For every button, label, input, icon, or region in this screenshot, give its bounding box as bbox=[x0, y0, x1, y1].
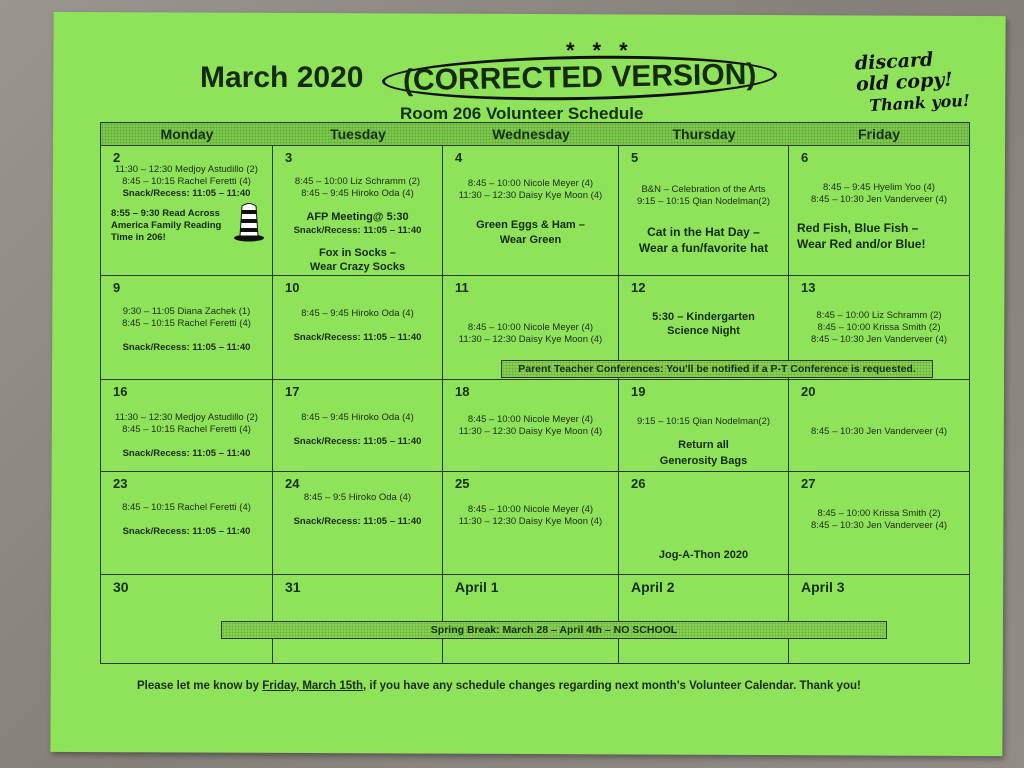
volunteer-line: 8:45 – 10:00 Krissa Smith (2) bbox=[817, 322, 941, 333]
schedule-subtitle: Room 206 Volunteer Schedule bbox=[400, 104, 644, 123]
day-number: 26 bbox=[631, 476, 646, 491]
day-cell-6 bbox=[789, 146, 969, 276]
day-number: 30 bbox=[113, 579, 129, 595]
footer-post: , if you have any schedule changes regarding next month's Volunteer Calendar. Thank you! bbox=[363, 680, 861, 692]
event-science-night: Science Night bbox=[667, 325, 740, 337]
volunteer-line: 8:45 – 10:15 Rachel Feretti (4) bbox=[122, 176, 251, 187]
event-line: B&N – Celebration of the Arts bbox=[641, 184, 766, 195]
volunteer-line: 8:45 – 9:45 Hiroko Oda (4) bbox=[301, 308, 414, 319]
day-cell-31 bbox=[273, 575, 443, 663]
day-cell-26 bbox=[619, 472, 789, 575]
day-cell-2 bbox=[101, 146, 273, 276]
day-number: 17 bbox=[285, 384, 300, 399]
corrected-version-label: (CORRECTED VERSION) bbox=[381, 53, 777, 104]
parent-teacher-banner: Parent Teacher Conferences: You'll be notified if a P-T Conference is requested. bbox=[501, 360, 933, 378]
header-friday: Friday bbox=[789, 123, 969, 146]
handwritten-note bbox=[854, 46, 997, 116]
day-cell-20 bbox=[789, 380, 969, 472]
snack-recess: Snack/Recess: 11:05 – 11:40 bbox=[293, 332, 422, 343]
footer-date: Friday, March 15th bbox=[262, 680, 364, 692]
volunteer-line: 11:30 – 12:30 Medjoy Astudillo (2) bbox=[115, 412, 258, 423]
day-cell-april-3 bbox=[789, 575, 969, 663]
day-number: 25 bbox=[455, 476, 470, 491]
volunteer-line: 11:30 – 12:30 Medjoy Astudillo (2) bbox=[115, 164, 258, 175]
header-thursday: Thursday bbox=[619, 123, 790, 146]
handnote-line1: discard bbox=[854, 48, 934, 75]
day-cell-30 bbox=[101, 575, 273, 663]
title-month: March 2020 bbox=[200, 61, 364, 94]
snack-recess: Snack/Recess: 11:05 – 11:40 bbox=[122, 526, 251, 537]
spring-break-banner: Spring Break: March 28 – April 4th – NO SCHOOL bbox=[221, 621, 887, 639]
day-cell-5 bbox=[619, 146, 789, 276]
day-cell-16 bbox=[101, 380, 273, 472]
event-kindergarten-science: 5:30 – Kindergarten bbox=[652, 311, 755, 323]
volunteer-line: 8:45 – 9:45 Hiroko Oda (4) bbox=[301, 188, 414, 199]
day-cell-9 bbox=[101, 276, 273, 380]
event-jog-a-thon: Jog-A-Thon 2020 bbox=[658, 549, 749, 561]
calendar-grid bbox=[100, 122, 970, 664]
day-cell-april-2 bbox=[619, 575, 789, 663]
read-across-america: 8:55 – 9:30 Read Across America Family Reading Time in 206! bbox=[111, 208, 222, 243]
event-red-fish-detail: Wear Red and/or Blue! bbox=[797, 237, 926, 251]
day-number: 10 bbox=[285, 280, 300, 295]
page-title bbox=[200, 56, 777, 100]
day-cell-23 bbox=[101, 472, 273, 575]
day-number: April 3 bbox=[801, 579, 845, 595]
volunteer-line: 8:45 – 10:15 Rachel Feretti (4) bbox=[122, 318, 251, 329]
snack-recess: Snack/Recess: 11:05 – 11:40 bbox=[293, 436, 422, 447]
day-number: 20 bbox=[801, 384, 816, 399]
day-number: 3 bbox=[285, 150, 293, 165]
day-number: 31 bbox=[285, 579, 301, 595]
handnote-line3: Thank you! bbox=[868, 90, 971, 115]
volunteer-line: 8:45 – 10:30 Jen Vanderveer (4) bbox=[810, 426, 948, 437]
event-return-bags: Return all bbox=[678, 439, 729, 451]
volunteer-line: 8:45 – 10:15 Rachel Feretti (4) bbox=[122, 424, 251, 435]
volunteer-line: 8:45 – 10:00 Liz Schramm (2) bbox=[816, 310, 942, 321]
volunteer-line: 11:30 – 12:30 Daisy Kye Moon (4) bbox=[458, 334, 603, 345]
event-generosity-bags: Generosity Bags bbox=[659, 455, 748, 467]
volunteer-line: 9:15 – 10:15 Qian Nodelman(2) bbox=[636, 196, 771, 207]
day-cell-24 bbox=[273, 472, 443, 575]
day-number: 27 bbox=[801, 476, 816, 491]
event-red-fish: Red Fish, Blue Fish – bbox=[797, 221, 919, 235]
day-number: 23 bbox=[113, 476, 128, 491]
snack-recess: Snack/Recess: 11:05 – 11:40 bbox=[122, 448, 251, 459]
volunteer-line: 8:45 – 9:45 Hyelim Yoo (4) bbox=[823, 182, 935, 193]
footer-pre: Please let me know by bbox=[137, 680, 263, 692]
volunteer-line: 8:45 – 9:5 Hiroko Oda (4) bbox=[303, 492, 412, 503]
event-green-eggs-detail: Wear Green bbox=[499, 234, 562, 246]
volunteer-line: 11:30 – 12:30 Daisy Kye Moon (4) bbox=[458, 426, 603, 437]
volunteer-line: 8:45 – 10:00 Liz Schramm (2) bbox=[294, 176, 421, 187]
day-cell-april-1 bbox=[443, 575, 619, 663]
day-number: 4 bbox=[455, 150, 463, 165]
day-number: 6 bbox=[801, 150, 809, 165]
volunteer-line: 8:45 – 10:00 Nicole Meyer (4) bbox=[467, 504, 594, 515]
day-cell-25 bbox=[443, 472, 619, 575]
volunteer-line: 8:45 – 10:30 Jen Vanderveer (4) bbox=[810, 334, 948, 345]
volunteer-line: 8:45 – 9:45 Hiroko Oda (4) bbox=[301, 412, 414, 423]
volunteer-line: 8:45 – 10:30 Jen Vanderveer (4) bbox=[810, 194, 948, 205]
event-fox-in-socks-detail: Wear Crazy Socks bbox=[309, 261, 406, 273]
stars-mark: *** bbox=[566, 38, 646, 63]
volunteer-line: 8:45 – 10:00 Nicole Meyer (4) bbox=[467, 322, 594, 333]
volunteer-line: 8:45 – 10:30 Jen Vanderveer (4) bbox=[810, 520, 948, 531]
volunteer-line: 9:30 – 11:05 Diana Zachek (1) bbox=[122, 306, 251, 317]
day-number: 16 bbox=[113, 384, 128, 399]
day-number: 18 bbox=[455, 384, 470, 399]
day-number: 2 bbox=[113, 150, 121, 165]
cat-in-hat-icon bbox=[233, 200, 265, 242]
day-number: 5 bbox=[631, 150, 639, 165]
snack-recess: Snack/Recess: 11:05 – 11:40 bbox=[122, 188, 251, 199]
event-fox-in-socks: Fox in Socks – bbox=[318, 247, 397, 259]
volunteer-line: 11:30 – 12:30 Daisy Kye Moon (4) bbox=[458, 516, 603, 527]
handnote-line2: old copy! bbox=[855, 68, 954, 96]
day-number: April 2 bbox=[631, 579, 675, 595]
day-cell-10 bbox=[273, 276, 443, 380]
day-cell-19 bbox=[619, 380, 789, 472]
volunteer-line: 8:45 – 10:00 Nicole Meyer (4) bbox=[467, 414, 594, 425]
header-wednesday: Wednesday bbox=[443, 123, 620, 146]
volunteer-line: 11:30 – 12:30 Daisy Kye Moon (4) bbox=[458, 190, 603, 201]
day-cell-18 bbox=[443, 380, 619, 472]
day-cell-27 bbox=[789, 472, 969, 575]
header-tuesday: Tuesday bbox=[273, 123, 444, 146]
day-number: 9 bbox=[113, 280, 121, 295]
header-monday: Monday bbox=[101, 123, 274, 146]
event-cat-in-hat: Cat in the Hat Day – bbox=[647, 225, 760, 239]
day-cell-3 bbox=[273, 146, 443, 276]
event-afp-meeting: AFP Meeting@ 5:30 bbox=[306, 211, 409, 223]
event-cat-in-hat-detail: Wear a fun/favorite hat bbox=[638, 241, 769, 255]
day-number: 24 bbox=[285, 476, 300, 491]
day-number: 13 bbox=[801, 280, 816, 295]
day-number: 12 bbox=[631, 280, 646, 295]
volunteer-line: 8:45 – 10:00 Krissa Smith (2) bbox=[817, 508, 941, 519]
day-cell-4 bbox=[443, 146, 619, 276]
day-number: 19 bbox=[631, 384, 646, 399]
day-number: April 1 bbox=[455, 579, 499, 595]
snack-recess: Snack/Recess: 11:05 – 11:40 bbox=[122, 342, 251, 353]
day-cell-17 bbox=[273, 380, 443, 472]
volunteer-line: 8:45 – 10:15 Rachel Feretti (4) bbox=[122, 502, 251, 513]
volunteer-line: 8:45 – 10:00 Nicole Meyer (4) bbox=[467, 178, 594, 189]
event-green-eggs: Green Eggs & Ham – bbox=[476, 219, 585, 231]
snack-recess: Snack/Recess: 11:05 – 11:40 bbox=[293, 516, 422, 527]
footer-note bbox=[137, 680, 861, 692]
snack-recess: Snack/Recess: 11:05 – 11:40 bbox=[293, 225, 422, 236]
day-number: 11 bbox=[455, 280, 469, 295]
volunteer-line: 9:15 – 10:15 Qian Nodelman(2) bbox=[636, 416, 771, 427]
